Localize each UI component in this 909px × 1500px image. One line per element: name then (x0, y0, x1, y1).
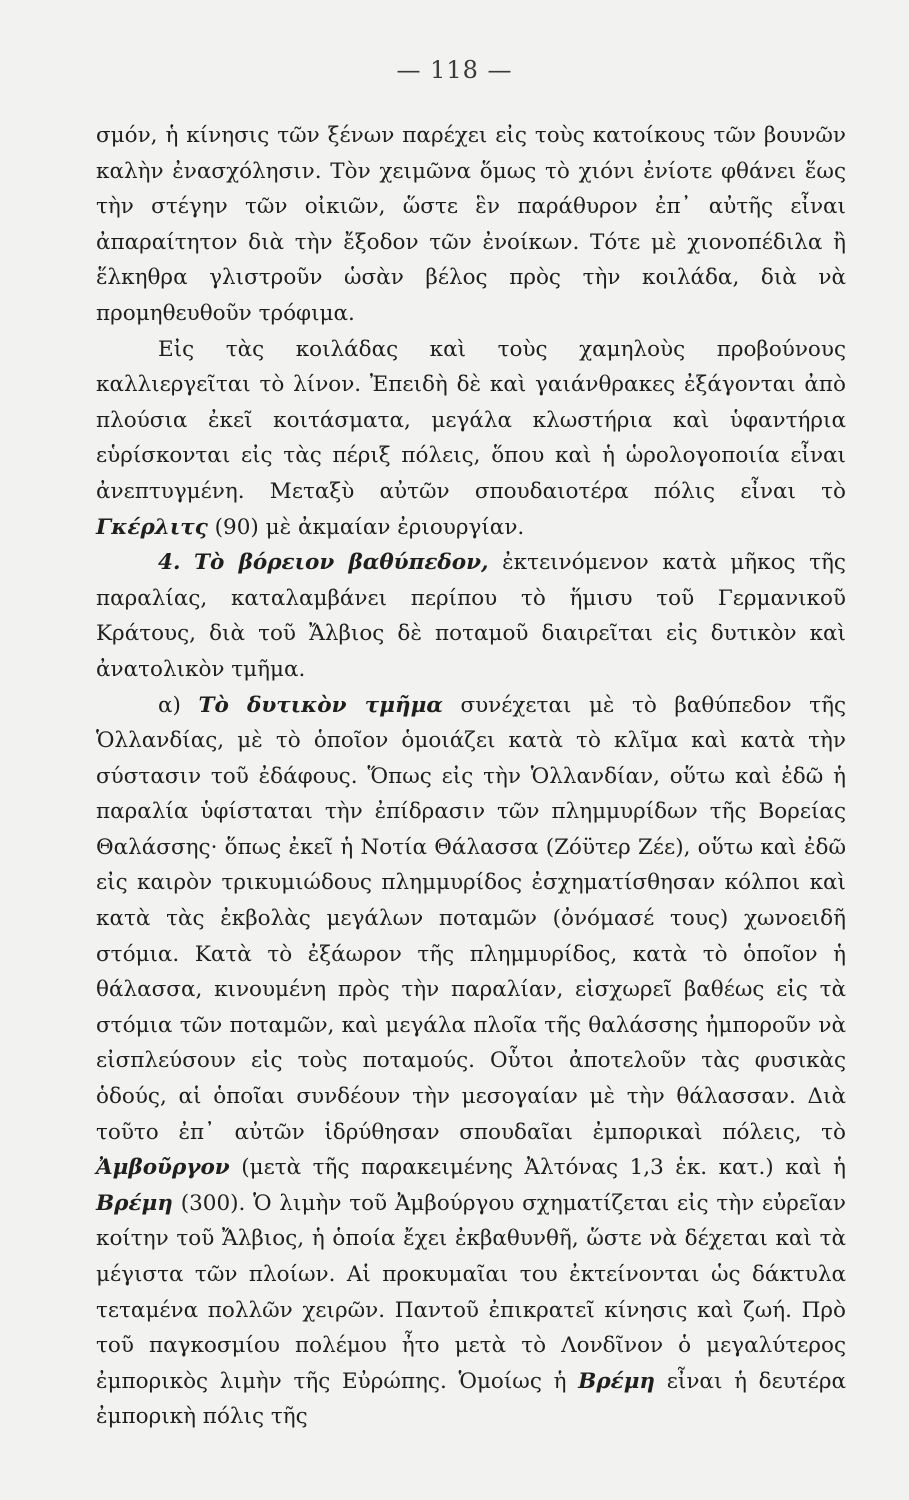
paragraph-3-text: ἐκτεινόμενον κατὰ μῆκος τῆς παραλίας, καταλαμβάνει περίπου τὸ ἥμισυ τοῦ Γερμανικοῦ Κράτους, διὰ τοῦ Ἄλβιος δὲ ποταμοῦ διαιρεῖται εἰς δυτικὸν καὶ ἀνατολικὸν τμῆμα. (96, 550, 846, 682)
subsection-heading-western-part: Τὸ δυτικὸν τμῆμα (198, 692, 443, 718)
section-heading-northern-plain: Τὸ βόρειον βαθύπεδον, (194, 550, 489, 576)
city-name-goerlitz: Γκέρλιτς (96, 514, 208, 540)
paragraph-4 (96, 688, 846, 1435)
paragraph-1: σμόν, ἡ κίνησις τῶν ξένων παρέχει εἰς τοὺς κατοίκους τῶν βουνῶν καλὴν ἐνασχόλησιν. Τὸν χειμῶνα ὅμως τὸ χιόνι ἐνίοτε φθάνει ἕως τὴν στέγην τῶν οἰκιῶν, ὥστε ἓν παράθυρον ἐπ᾽ αὐτῆς εἶναι ἀπαραίτητον διὰ τὴν ἔξοδον τῶν ἐνοίκων. Τότε μὲ χιονοπέδιλα ἢ ἕλκηθρα γλιστροῦν ὡσὰν βέλος πρὸς τὴν κοιλάδα, διὰ νὰ προμηθευθοῦν τρόφιμα. (96, 123, 846, 326)
paragraph-4-text-2: (μετὰ τῆς παρακειμένης Ἀλτόνας 1,3 ἑκ. κατ.) καὶ ἡ (241, 1155, 846, 1181)
paragraph-4-text-1: συνέχεται μὲ τὸ βαθύπεδον τῆς Ὁλλανδίας, μὲ τὸ ὁποῖον ὁμοιάζει κατὰ τὸ κλῖμα καὶ κατὰ τὴν σύστασιν τοῦ ἐδάφους. Ὅπως εἰς τὴν Ὁλλανδίαν, οὕτω καὶ ἐδῶ ἡ παραλία ὑφίσταται τὴν ἐπίδρασιν τῶν πλημμυρίδων τῆς Βορείας Θαλάσσης· ὅπως ἐκεῖ ἡ Νοτία Θάλασσα (Ζόϋτερ Ζέε), οὕτω καὶ ἐδῶ εἰς καιρὸν τρικυμιώδους πλημμυρίδος ἐσχηματίσθησαν κόλποι καὶ κατὰ τὰς ἐκβολὰς μεγάλων ποταμῶν (ὀνόμασέ τους) χωνοειδῆ στόμια. Κατὰ τὸ ἐξάωρον τῆς πλημμυρίδος, κατὰ τὸ ὁποῖον ἡ θάλασσα, κινουμένη πρὸς τὴν παραλίαν, εἰσχωρεῖ βαθέως εἰς τὰ στόμια τῶν ποταμῶν, καὶ μεγάλα πλοῖα τῆς θαλάσσης ἠμποροῦν νὰ εἰσπλεύσουν εἰς τοὺς ποταμούς. Οὗτοι ἀποτελοῦν τὰς φυσικὰς ὁδούς, αἱ ὁποῖαι συνδέουν τὴν μεσογαίαν μὲ τὴν θάλασσαν. Διὰ τοῦτο ἐπ᾽ αὐτῶν ἱδρύθησαν σπουδαῖαι ἐμπορικαὶ πόλεις, τὸ (96, 692, 846, 1145)
page-body (96, 118, 846, 1435)
paragraph-3 (96, 545, 846, 687)
city-name-bremen: Βρέμη (96, 1190, 173, 1216)
paragraph-4-text-4: εἶναι ἡ δευτέρα ἐμπορικὴ πόλις τῆς (96, 1368, 846, 1430)
city-name-bremen-2: Βρέμη (578, 1368, 656, 1394)
paragraph-4-text-3: (300). Ὁ λιμὴν τοῦ Ἀμβούργου σχηματίζεται εἰς τὴν εὐρεῖαν κοίτην τοῦ Ἄλβιος, ἡ ὁποία ἔχει ἐκβαθυνθῆ, ὥστε νὰ δέχεται καὶ τὰ μέγιστα τῶν πλοίων. Αἱ προκυμαῖαι του ἐκτείνονται ὡς δάκτυλα τεταμένα πολλῶν χειρῶν. Παντοῦ ἐπικρατεῖ κίνησις καὶ ζωή. Πρὸ τοῦ παγκοσμίου πολέμου ἦτο μετὰ τὸ Λονδῖνον ὁ μεγαλύτερος ἐμπορικὸς λιμὴν τῆς Εὐρώπης. Ὁμοίως ἡ (96, 1190, 846, 1394)
page-number: — 118 — (396, 56, 513, 84)
paragraph-2 (96, 332, 846, 546)
section-number: 4. (158, 550, 181, 576)
paragraph-2-text-end: (90) μὲ ἀκμαίαν ἐριουργίαν. (214, 514, 525, 540)
city-name-hamburg: Ἀμβοῦργον (96, 1155, 230, 1181)
paragraph-2-text-start: Εἰς τὰς κοιλάδας καὶ τοὺς χαμηλοὺς προβούνους καλλιεργεῖται τὸ λίνον. Ἐπειδὴ δὲ καὶ γαιάνθρακες ἐξάγονται ἀπὸ πλούσια ἐκεῖ κοιτάσματα, μεγάλα κλωστήρια καὶ ὑφαντήρια εὑρίσκονται εἰς τὰς πέριξ πόλεις, ὅπου καὶ ἡ ὡρολογοποιία εἶναι ἀνεπτυγμένη. Μεταξὺ αὐτῶν σπουδαιοτέρα πόλις εἶναι τὸ (96, 336, 846, 504)
subsection-label: α) (158, 692, 181, 718)
